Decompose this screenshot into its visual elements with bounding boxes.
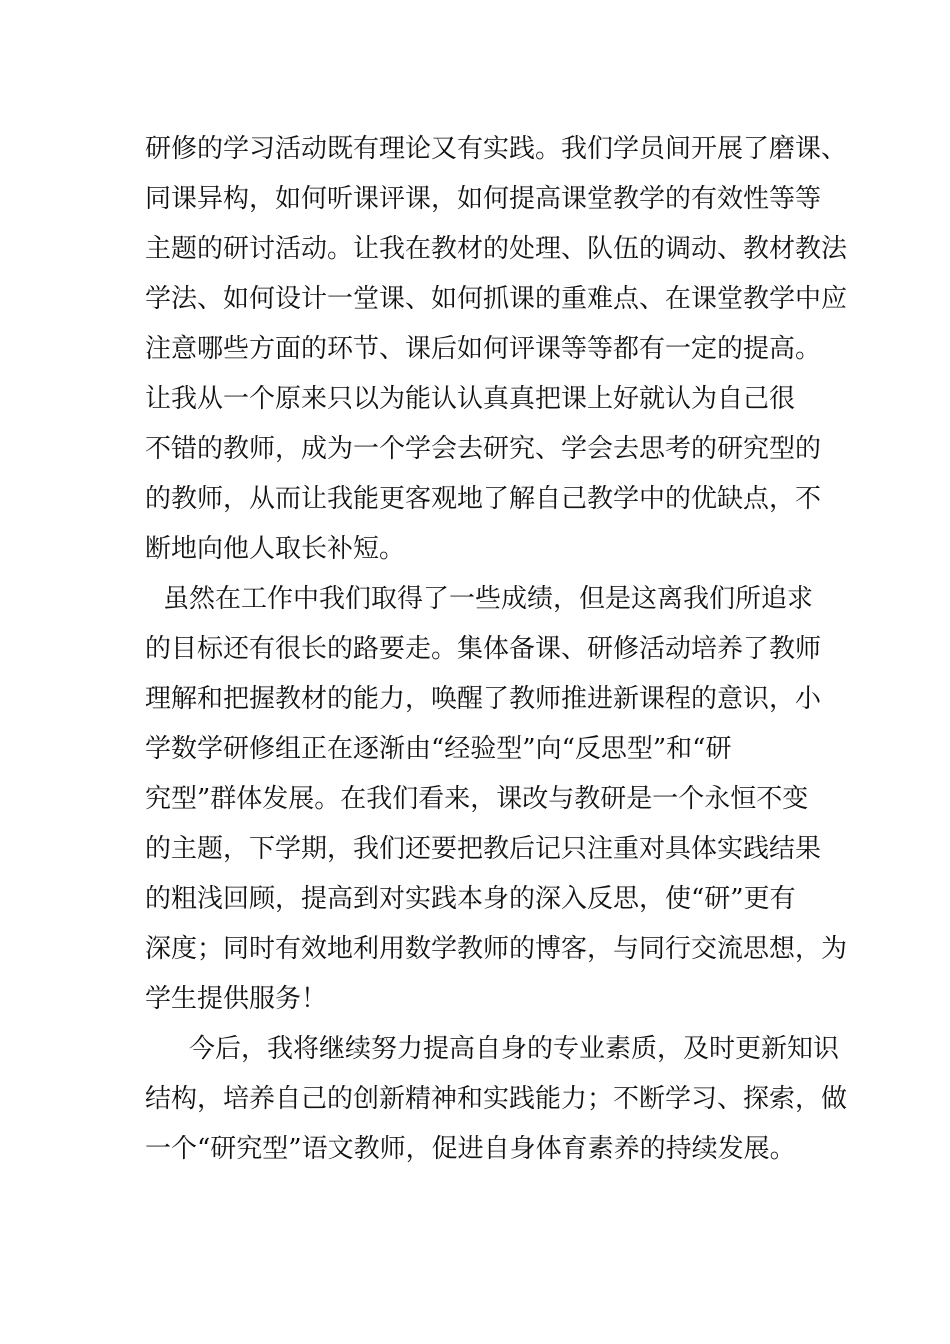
paragraph-2	[145, 574, 848, 1024]
text-line: 主题的研讨活动。让我在教材的处理、队伍的调动、教材教法	[145, 234, 848, 264]
text-line: 结构，培养自己的创新精神和实践能力；不断学习、探索，做	[145, 1084, 848, 1114]
text-line: 同课异构，如何听课评课，如何提高课堂教学的有效性等等	[145, 184, 822, 214]
text-line: 理解和把握教材的能力，唤醒了教师推进新课程的意识，小	[145, 684, 822, 714]
text-line: 一个“研究型”语文教师，促进自身体育素养的持续发展。	[145, 1134, 796, 1164]
text-line: 深度；同时有效地利用数学教师的博客，与同行交流思想，为	[145, 934, 848, 964]
text-line-first: 今后，我将继续努力提高自身的专业素质，及时更新知识	[189, 1034, 840, 1064]
text-line: 的教师，从而让我能更客观地了解自己教学中的优缺点，不	[145, 484, 822, 514]
text-line: 的粗浅回顾，提高到对实践本身的深入反思，使“研”更有	[145, 884, 796, 914]
text-line: 不错的教师，成为一个学会去研究、学会去思考的研究型的	[145, 434, 822, 464]
text-line: 学生提供服务！	[145, 984, 328, 1014]
text-line: 究型”群体发展。在我们看来，课改与教研是一个永恒不变	[145, 784, 809, 814]
text-line: 断地向他人取长补短。	[145, 534, 406, 564]
text-line: 的目标还有很长的路要走。集体备课、研修活动培养了教师	[145, 634, 822, 664]
paragraph-1	[145, 124, 848, 574]
text-line: 让我从一个原来只以为能认认真真把课上好就认为自己很	[145, 384, 796, 414]
paragraph-3	[145, 1024, 848, 1174]
text-line: 学数学研修组正在逐渐由“经验型”向“反思型”和“研	[145, 734, 732, 764]
text-line-first: 虽然在工作中我们取得了一些成绩，但是这离我们所追求	[163, 584, 814, 614]
text-line: 研修的学习活动既有理论又有实践。我们学员间开展了磨课、	[145, 134, 848, 164]
document-body	[145, 124, 848, 1174]
text-line: 的主题，下学期，我们还要把教后记只注重对具体实践结果	[145, 834, 822, 864]
text-line: 注意哪些方面的环节、课后如何评课等等都有一定的提高。	[145, 334, 822, 364]
text-line: 学法、如何设计一堂课、如何抓课的重难点、在课堂教学中应	[145, 284, 848, 314]
